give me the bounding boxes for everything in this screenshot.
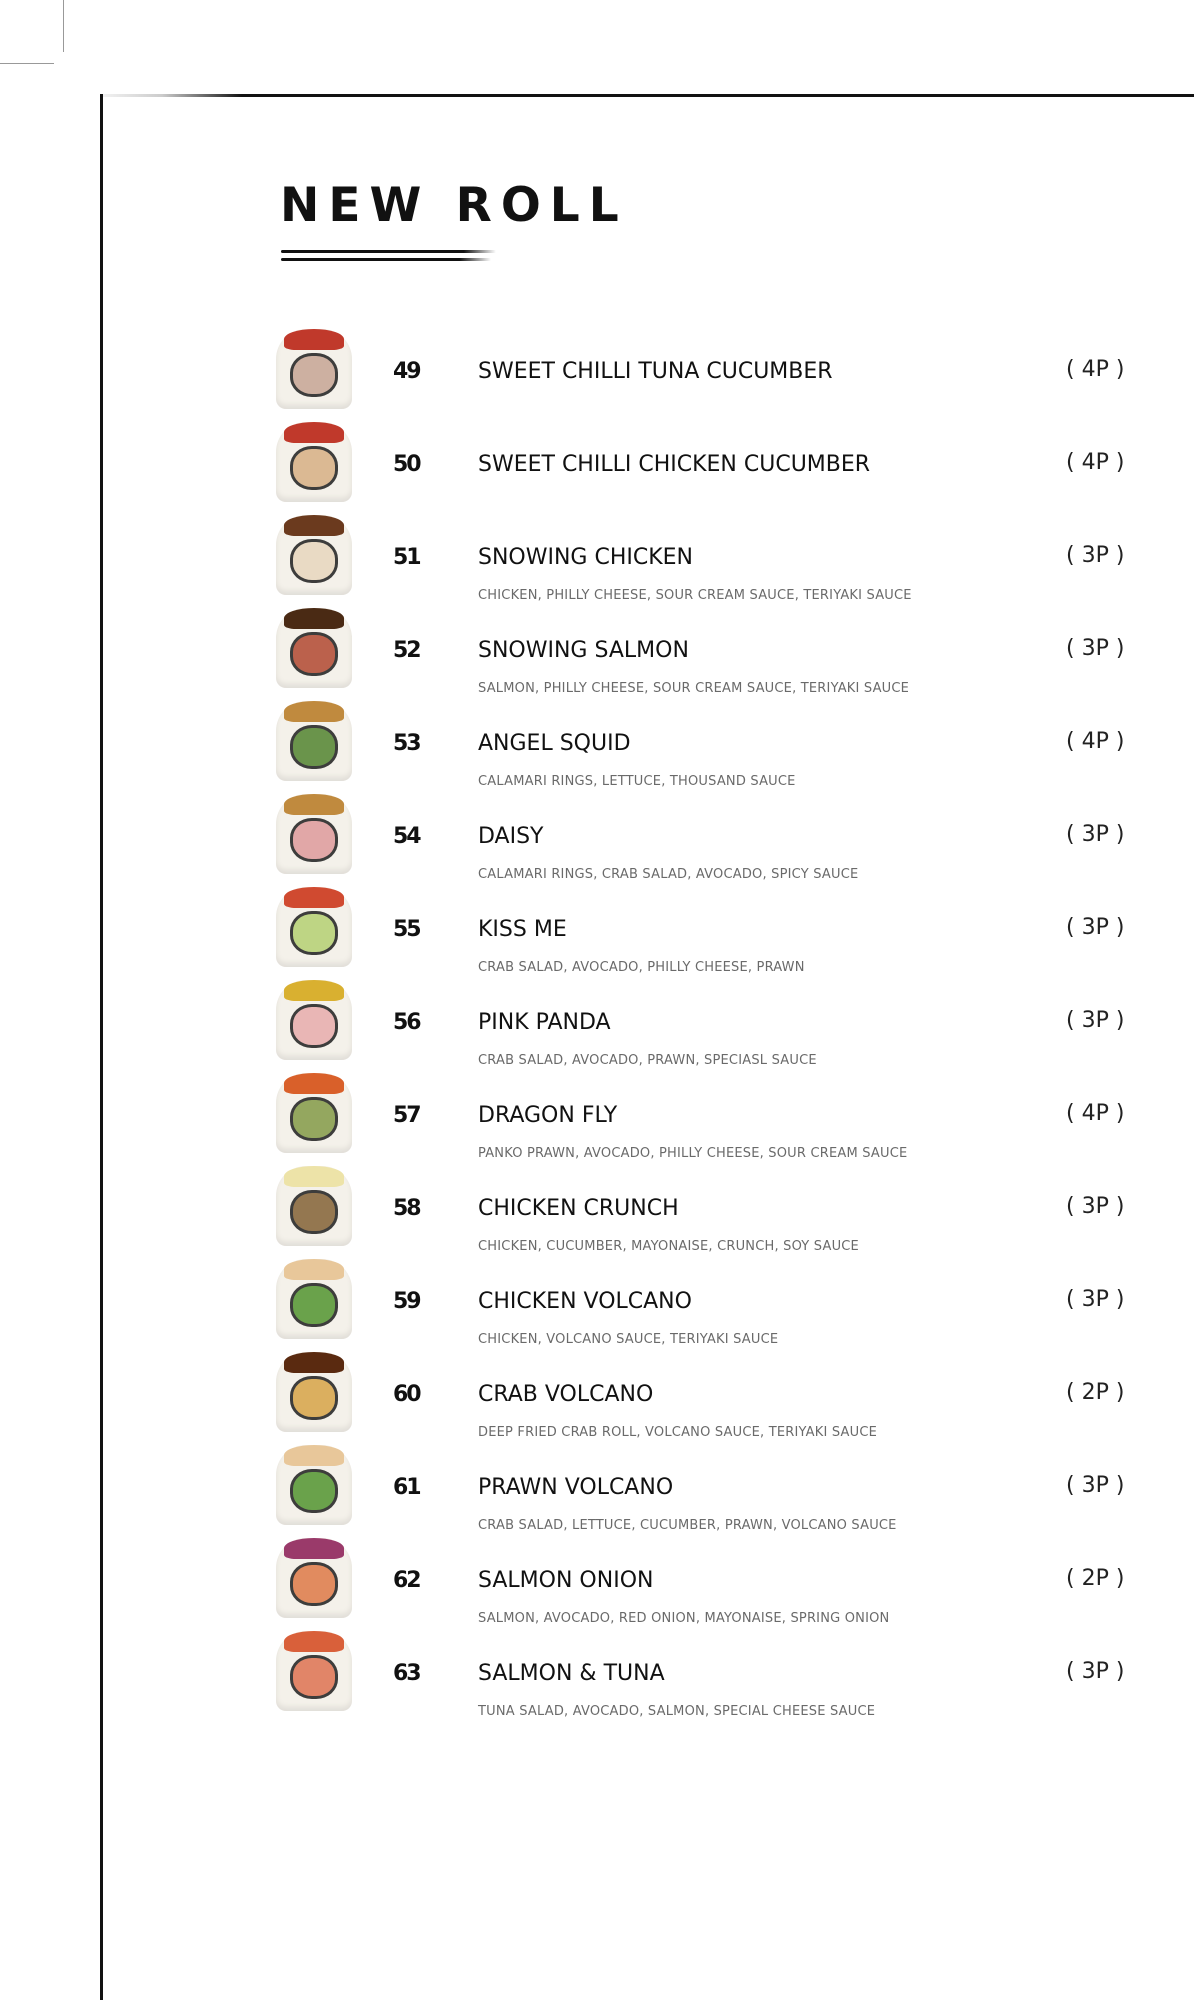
item-number: 59 <box>393 1289 420 1314</box>
item-piece-count: ( 4P ) <box>1066 450 1125 475</box>
item-piece-count: ( 2P ) <box>1066 1380 1125 1405</box>
item-ingredients: CHICKEN, VOLCANO SAUCE, TERIYAKI SAUCE <box>478 1332 779 1347</box>
item-name: SNOWING SALMON <box>478 638 689 663</box>
page-border-left <box>100 94 103 2000</box>
item-ingredients: TUNA SALAD, AVOCADO, SALMON, SPECIAL CHEESE SAUCE <box>478 1704 876 1719</box>
sushi-roll-photo <box>276 515 352 595</box>
item-ingredients: CRAB SALAD, AVOCADO, PRAWN, SPECIASL SAUCE <box>478 1053 817 1068</box>
item-ingredients: CALAMARI RINGS, LETTUCE, THOUSAND SAUCE <box>478 774 796 789</box>
item-piece-count: ( 3P ) <box>1066 636 1125 661</box>
sushi-roll-photo <box>276 794 352 874</box>
item-name: SWEET CHILLI TUNA CUCUMBER <box>478 359 833 384</box>
title-underline-brushstroke <box>281 250 496 264</box>
sushi-roll-photo <box>276 1259 352 1339</box>
item-piece-count: ( 4P ) <box>1066 357 1125 382</box>
item-ingredients: CRAB SALAD, AVOCADO, PHILLY CHEESE, PRAWN <box>478 960 805 975</box>
sushi-roll-photo <box>276 1352 352 1432</box>
item-number: 52 <box>393 638 420 663</box>
item-name: SALMON & TUNA <box>478 1661 665 1686</box>
item-ingredients: CHICKEN, CUCUMBER, MAYONAISE, CRUNCH, SOY SAUCE <box>478 1239 859 1254</box>
item-piece-count: ( 4P ) <box>1066 1101 1125 1126</box>
item-name: CRAB VOLCANO <box>478 1382 654 1407</box>
item-piece-count: ( 3P ) <box>1066 1008 1125 1033</box>
item-name: DAISY <box>478 824 544 849</box>
sushi-roll-photo <box>276 1073 352 1153</box>
item-ingredients: CHICKEN, PHILLY CHEESE, SOUR CREAM SAUCE, TERIYAKI SAUCE <box>478 588 912 603</box>
menu-item <box>240 729 1140 837</box>
crop-mark-vertical <box>63 0 64 52</box>
menu-item <box>240 636 1140 744</box>
item-name: ANGEL SQUID <box>478 731 631 756</box>
item-piece-count: ( 4P ) <box>1066 729 1125 754</box>
item-number: 62 <box>393 1568 420 1593</box>
menu-item <box>240 1473 1140 1581</box>
menu-item <box>240 1287 1140 1395</box>
item-name: KISS ME <box>478 917 567 942</box>
item-piece-count: ( 3P ) <box>1066 1659 1125 1684</box>
sushi-roll-photo <box>276 1631 352 1711</box>
sushi-roll-photo <box>276 608 352 688</box>
item-name: PINK PANDA <box>478 1010 611 1035</box>
menu-item <box>240 1380 1140 1488</box>
item-name: DRAGON FLY <box>478 1103 618 1128</box>
item-ingredients: SALMON, AVOCADO, RED ONION, MAYONAISE, SPRING ONION <box>478 1611 890 1626</box>
item-piece-count: ( 3P ) <box>1066 1194 1125 1219</box>
item-name: SWEET CHILLI CHICKEN CUCUMBER <box>478 452 871 477</box>
menu-item <box>240 822 1140 930</box>
item-ingredients: SALMON, PHILLY CHEESE, SOUR CREAM SAUCE, TERIYAKI SAUCE <box>478 681 910 696</box>
item-piece-count: ( 3P ) <box>1066 1473 1125 1498</box>
menu-item <box>240 1659 1140 1767</box>
menu-item <box>240 915 1140 1023</box>
sushi-roll-photo <box>276 701 352 781</box>
section-title: NEW ROLL <box>280 178 628 233</box>
item-number: 53 <box>393 731 420 756</box>
sushi-roll-photo <box>276 1166 352 1246</box>
menu-item <box>240 1008 1140 1116</box>
sushi-roll-photo <box>276 887 352 967</box>
item-number: 57 <box>393 1103 420 1128</box>
item-name: PRAWN VOLCANO <box>478 1475 674 1500</box>
item-ingredients: CRAB SALAD, LETTUCE, CUCUMBER, PRAWN, VOLCANO SAUCE <box>478 1518 897 1533</box>
item-ingredients: PANKO PRAWN, AVOCADO, PHILLY CHEESE, SOUR CREAM SAUCE <box>478 1146 908 1161</box>
item-piece-count: ( 3P ) <box>1066 915 1125 940</box>
item-number: 58 <box>393 1196 420 1221</box>
item-number: 56 <box>393 1010 420 1035</box>
crop-mark-horizontal <box>0 63 54 64</box>
item-piece-count: ( 3P ) <box>1066 543 1125 568</box>
sushi-roll-photo <box>276 329 352 409</box>
sushi-roll-photo <box>276 1445 352 1525</box>
item-number: 49 <box>393 359 420 384</box>
menu-item <box>240 1101 1140 1209</box>
item-number: 63 <box>393 1661 420 1686</box>
item-name: CHICKEN VOLCANO <box>478 1289 692 1314</box>
item-name: SNOWING CHICKEN <box>478 545 694 570</box>
item-number: 55 <box>393 917 420 942</box>
item-ingredients: CALAMARI RINGS, CRAB SALAD, AVOCADO, SPICY SAUCE <box>478 867 859 882</box>
sushi-roll-photo <box>276 980 352 1060</box>
item-ingredients: DEEP FRIED CRAB ROLL, VOLCANO SAUCE, TERIYAKI SAUCE <box>478 1425 878 1440</box>
sushi-roll-photo <box>276 1538 352 1618</box>
item-piece-count: ( 3P ) <box>1066 822 1125 847</box>
item-name: CHICKEN CRUNCH <box>478 1196 679 1221</box>
item-piece-count: ( 2P ) <box>1066 1566 1125 1591</box>
item-number: 61 <box>393 1475 420 1500</box>
item-number: 51 <box>393 545 420 570</box>
menu-item <box>240 1566 1140 1674</box>
item-number: 50 <box>393 452 420 477</box>
item-number: 60 <box>393 1382 420 1407</box>
menu-item <box>240 543 1140 651</box>
page-border-top <box>102 94 1194 97</box>
item-name: SALMON ONION <box>478 1568 654 1593</box>
item-number: 54 <box>393 824 420 849</box>
sushi-roll-photo <box>276 422 352 502</box>
item-piece-count: ( 3P ) <box>1066 1287 1125 1312</box>
